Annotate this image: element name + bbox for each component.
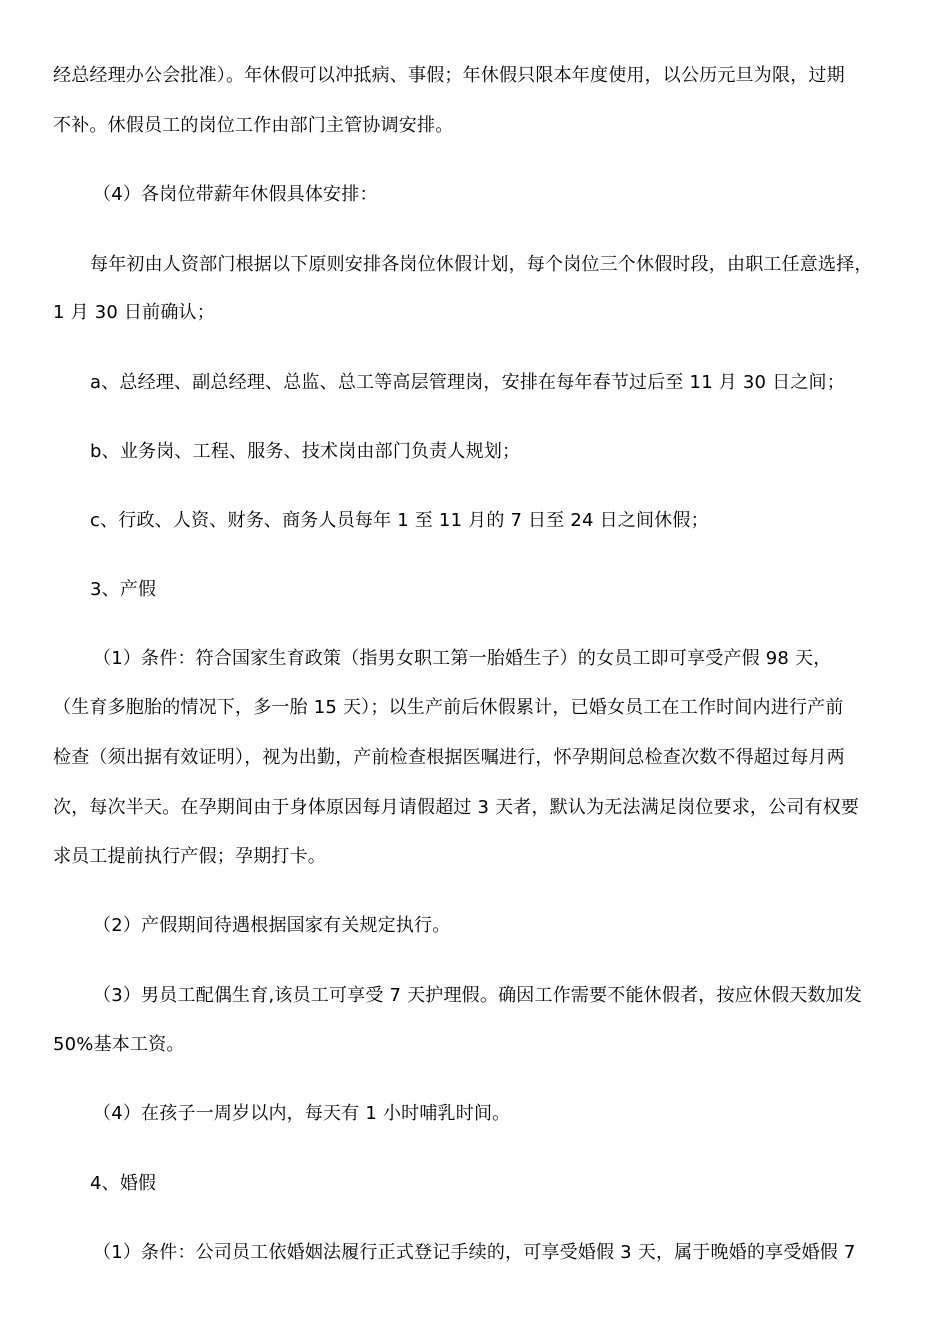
- text-line-15: （2）产假期间待遇根据国家有关规定执行。: [93, 915, 451, 936]
- text-line-4: 每年初由人资部门根据以下原则安排各岗位休假计划，每个岗位三个休假时段，由职工任意选择，: [90, 254, 873, 275]
- text-line-20: （1）条件：公司员工依婚姻法履行正式登记手续的，可享受婚假 3 天，属于晚婚的享受婚假 7: [93, 1242, 856, 1263]
- text-line-18: （4）在孩子一周岁以内，每天有 1 小时哺乳时间。: [93, 1103, 511, 1124]
- text-line-10: （1）条件：符合国家生育政策（指男女职工第一胎婚生子）的女员工即可享受产假 98 天，: [93, 648, 832, 669]
- text-line-5: 1 月 30 日前确认；: [53, 302, 215, 323]
- text-line-2: 不补。休假员工的岗位工作由部门主管协调安排。: [53, 115, 454, 136]
- text-line-17: 50%基本工资。: [53, 1034, 185, 1055]
- text-line-14: 求员工提前执行产假；孕期打卡。: [53, 846, 326, 867]
- section-heading-annual-leave-schedule: （4）各岗位带薪年休假具体安排：: [93, 184, 378, 205]
- text-line-11: （生育多胞胎的情况下，多一胎 15 天）；以生产前后休假累计，已婚女员工在工作时间内进行产前: [53, 697, 844, 718]
- text-line-13: 次，每次半天。在孕期间由于身体原因每月请假超过 3 天者，默认为无法满足岗位要求，公司有权要: [53, 797, 860, 818]
- list-item-a: a、总经理、副总经理、总监、总工等高层管理岗，安排在每年春节过后至 11 月 30 日之间；: [90, 372, 845, 393]
- list-item-c: c、行政、人资、财务、商务人员每年 1 至 11 月的 7 日至 24 日之间休假；: [90, 510, 709, 531]
- text-line-12: 检查（须出据有效证明），视为出勤，产前检查根据医嘱进行，怀孕期间总检查次数不得超过每月两: [53, 747, 845, 768]
- text-line-16: （3）男员工配偶生育,该员工可享受 7 天护理假。确因工作需要不能休假者，按应休假天数加发: [93, 985, 863, 1006]
- text-line-1: 经总经理办公会批准）。年休假可以冲抵病、事假；年休假只限本年度使用，以公历元旦为限，过期: [53, 65, 845, 86]
- section-heading-marriage-leave: 4、婚假: [90, 1173, 157, 1194]
- list-item-b: b、业务岗、工程、服务、技术岗由部门负责人规划；: [90, 441, 521, 462]
- section-heading-maternity-leave: 3、产假: [90, 579, 157, 600]
